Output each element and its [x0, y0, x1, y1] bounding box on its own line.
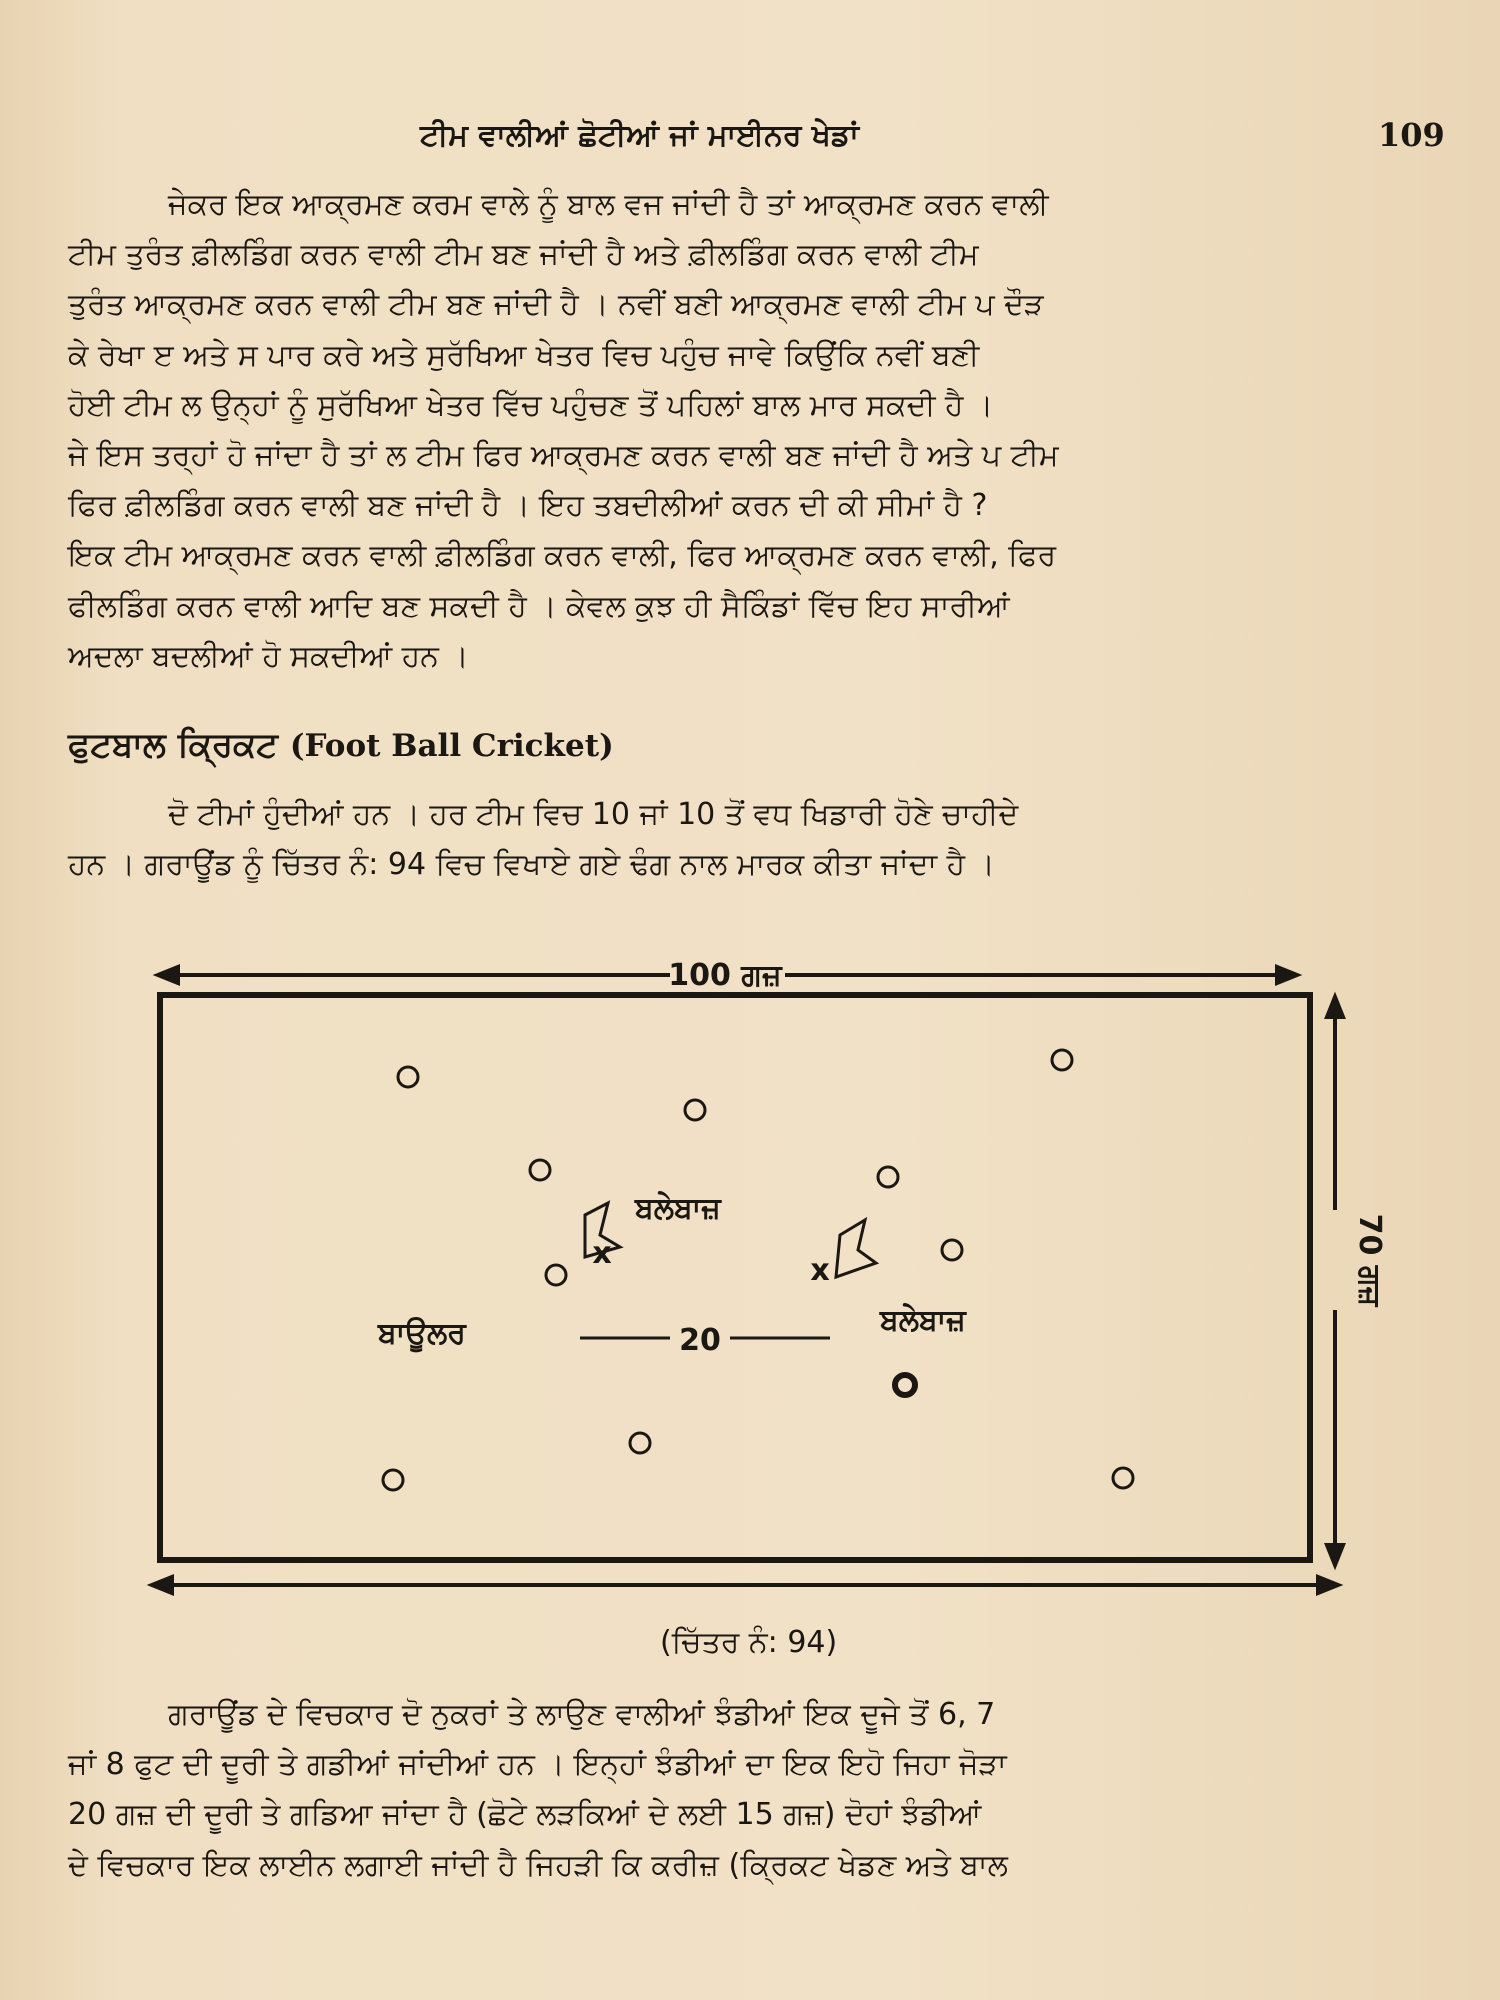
wicket-mark-left: x: [592, 1236, 612, 1271]
fielder-marker: [530, 1160, 550, 1180]
text-line: ਤੁਰੰਤ ਆਕ੍ਰਮਣ ਕਰਨ ਵਾਲੀ ਟੀਮ ਬਣ ਜਾਂਦੀ ਹੈ । ਨਵੀਂ ਬਣੀ ਆਕ੍ਰਮਣ ਵਾਲੀ ਟੀਮ ਪ ਦੌੜ: [68, 287, 1044, 323]
fielder-marker: [895, 1375, 915, 1395]
text-line: ਫਿਰ ਫ਼ੀਲਡਿੰਗ ਕਰਨ ਵਾਲੀ ਬਣ ਜਾਂਦੀ ਹੈ । ਇਹ ਤਬਦੀਲੀਆਂ ਕਰਨ ਦੀ ਕੀ ਸੀਮਾਂ ਹੈ ?: [68, 488, 988, 524]
section-heading: [68, 725, 614, 765]
text-line: ਫੀਲਡਿੰਗ ਕਰਨ ਵਾਲੀ ਆਦਿ ਬਣ ਸਕਦੀ ਹੈ । ਕੇਵਲ ਕੁਝ ਹੀ ਸੈਕਿੰਡਾਂ ਵਿੱਚ ਇਹ ਸਾਰੀਆਂ: [68, 588, 1010, 624]
fielder-marker: [878, 1167, 898, 1187]
text-line: ਟੀਮ ਤੁਰੰਤ ਫ਼ੀਲਡਿੰਗ ਕਰਨ ਵਾਲੀ ਟੀਮ ਬਣ ਜਾਂਦੀ ਹੈ ਅਤੇ ਫ਼ੀਲਡਿੰਗ ਕਰਨ ਵਾਲੀ ਟੀਮ: [68, 237, 979, 273]
section-title-english: (Foot Ball Cricket): [289, 728, 614, 764]
text-line: ਇਕ ਟੀਮ ਆਕ੍ਰਮਣ ਕਰਨ ਵਾਲੀ ਫ਼ੀਲਡਿੰਗ ਕਰਨ ਵਾਲੀ, ਫਿਰ ਆਕ੍ਰਮਣ ਕਰਨ ਵਾਲੀ, ਫਿਰ: [68, 538, 1057, 574]
running-header: [0, 112, 1500, 162]
fielder-marker: [1052, 1050, 1072, 1070]
text-line: ਦੋ ਟੀਮਾਂ ਹੁੰਦੀਆਂ ਹਨ । ਹਰ ਟੀਮ ਵਿਚ 10 ਜਾਂ 10 ਤੋਂ ਵਧ ਖਿਡਾਰੀ ਹੋਣੇ ਚਾਹੀਦੇ: [168, 797, 1019, 832]
fielder-markers: [383, 1050, 1133, 1490]
paragraph-1: [68, 180, 1453, 682]
width-label: 100 ਗਜ਼: [668, 958, 782, 993]
fielder-marker: [942, 1240, 962, 1260]
wicket-mark-right: x: [810, 1253, 830, 1288]
text-line: ਦੇ ਵਿਚਕਾਰ ਇਕ ਲਾਈਨ ਲਗਾਈ ਜਾਂਦੀ ਹੈ ਜਿਹੜੀ ਕਿ ਕਰੀਜ਼ (ਕ੍ਰਿਕਟ ਖੇਡਣ ਅਤੇ ਬਾਲ: [68, 1847, 1008, 1883]
page-number: 109: [1378, 116, 1445, 154]
pitch-length-label: 20: [679, 1323, 721, 1358]
right-dimension-arrow: [1327, 997, 1343, 1565]
section-title-punjabi: ਫੁਟਬਾਲ ਕ੍ਰਿਕਟ: [68, 725, 278, 765]
figure-caption: (ਚਿੱਤਰ ਨੰ: 94): [660, 1625, 838, 1660]
fielder-marker: [630, 1433, 650, 1453]
fielder-marker: [546, 1265, 566, 1285]
running-title: ਟੀਮ ਵਾਲੀਆਂ ਛੋਟੀਆਂ ਜਾਂ ਮਾਈਨਰ ਖੇਡਾਂ: [420, 118, 859, 153]
wicket-right: [836, 1220, 876, 1277]
fielder-marker: [1113, 1468, 1133, 1488]
batsman-bottom-label: ਬਲੇਬਾਜ਼: [880, 1303, 966, 1338]
field-diagram: [130, 945, 1387, 1615]
bowler-label: ਬਾਊਲਰ: [378, 1316, 466, 1351]
text-line: ਜੇ ਇਸ ਤਰ੍ਹਾਂ ਹੋ ਜਾਂਦਾ ਹੈ ਤਾਂ ਲ ਟੀਮ ਫਿਰ ਆਕ੍ਰਮਣ ਕਰਨ ਵਾਲੀ ਬਣ ਜਾਂਦੀ ਹੈ ਅਤੇ ਪ ਟੀਮ: [68, 438, 1059, 474]
text-line: ਜਾਂ 8 ਫੁਟ ਦੀ ਦੂਰੀ ਤੇ ਗਡੀਆਂ ਜਾਂਦੀਆਂ ਹਨ । ਇਨ੍ਹਾਂ ਝੰਡੀਆਂ ਦਾ ਇਕ ਇਹੋ ਜਿਹਾ ਜੋੜਾ: [68, 1747, 1007, 1783]
batsman-top-label: ਬਲੇਬਾਜ਼: [635, 1191, 721, 1226]
paragraph-3: [68, 1690, 1453, 1891]
fielder-marker: [685, 1100, 705, 1120]
height-label: 70 ਗਜ਼: [1352, 1213, 1387, 1307]
text-line: ਹਨ । ਗਰਾਊਂਡ ਨੂੰ ਚਿੱਤਰ ਨੰ: 94 ਵਿਚ ਵਿਖਾਏ ਗਏ ਢੰਗ ਨਾਲ ਮਾਰਕ ਕੀਤਾ ਜਾਂਦਾ ਹੈ ।: [68, 847, 995, 883]
field-boundary: [160, 995, 1310, 1560]
bottom-dimension-arrow: [152, 1577, 1338, 1593]
fielder-marker: [398, 1067, 418, 1087]
text-line: 20 ਗਜ਼ ਦੀ ਦੂਰੀ ਤੇ ਗਡਿਆ ਜਾਂਦਾ ਹੈ (ਛੋਟੇ ਲੜਕਿਆਂ ਦੇ ਲਈ 15 ਗਜ਼) ਦੋਹਾਂ ਝੰਡੀਆਂ: [68, 1797, 982, 1833]
text-line: ਹੋਈ ਟੀਮ ਲ ਉਨ੍ਹਾਂ ਨੂੰ ਸੁਰੱਖਿਆ ਖੇਤਰ ਵਿੱਚ ਪਹੁੰਚਣ ਤੋਂ ਪਹਿਲਾਂ ਬਾਲ ਮਾਰ ਸਕਦੀ ਹੈ ।: [68, 387, 994, 423]
paragraph-2: [68, 790, 1453, 890]
text-line: ਕੇ ਰੇਖਾ ੲ ਅਤੇ ਸ ਪਾਰ ਕਰੇ ਅਤੇ ਸੁਰੱਖਿਆ ਖੇਤਰ ਵਿਚ ਪਹੁੰਚ ਜਾਵੇ ਕਿਉਂਕਿ ਨਵੀਂ ਬਣੀ: [68, 337, 980, 373]
fielder-marker: [383, 1470, 403, 1490]
text-line: ਜੇਕਰ ਇਕ ਆਕ੍ਰਮਣ ਕਰਮ ਵਾਲੇ ਨੂੰ ਬਾਲ ਵਜ ਜਾਂਦੀ ਹੈ ਤਾਂ ਆਕ੍ਰਮਣ ਕਰਨ ਵਾਲੀ: [168, 187, 1049, 222]
text-line: ਗਰਾਊਂਡ ਦੇ ਵਿਚਕਾਰ ਦੋ ਨੁਕਰਾਂ ਤੇ ਲਾਉਣ ਵਾਲੀਆਂ ਝੰਡੀਆਂ ਇਕ ਦੂਜੇ ਤੋਂ 6, 7: [168, 1697, 996, 1732]
field-diagram-svg: [130, 945, 1387, 1615]
text-line: ਅਦਲਾ ਬਦਲੀਆਂ ਹੋ ਸਕਦੀਆਂ ਹਨ ।: [68, 638, 469, 674]
